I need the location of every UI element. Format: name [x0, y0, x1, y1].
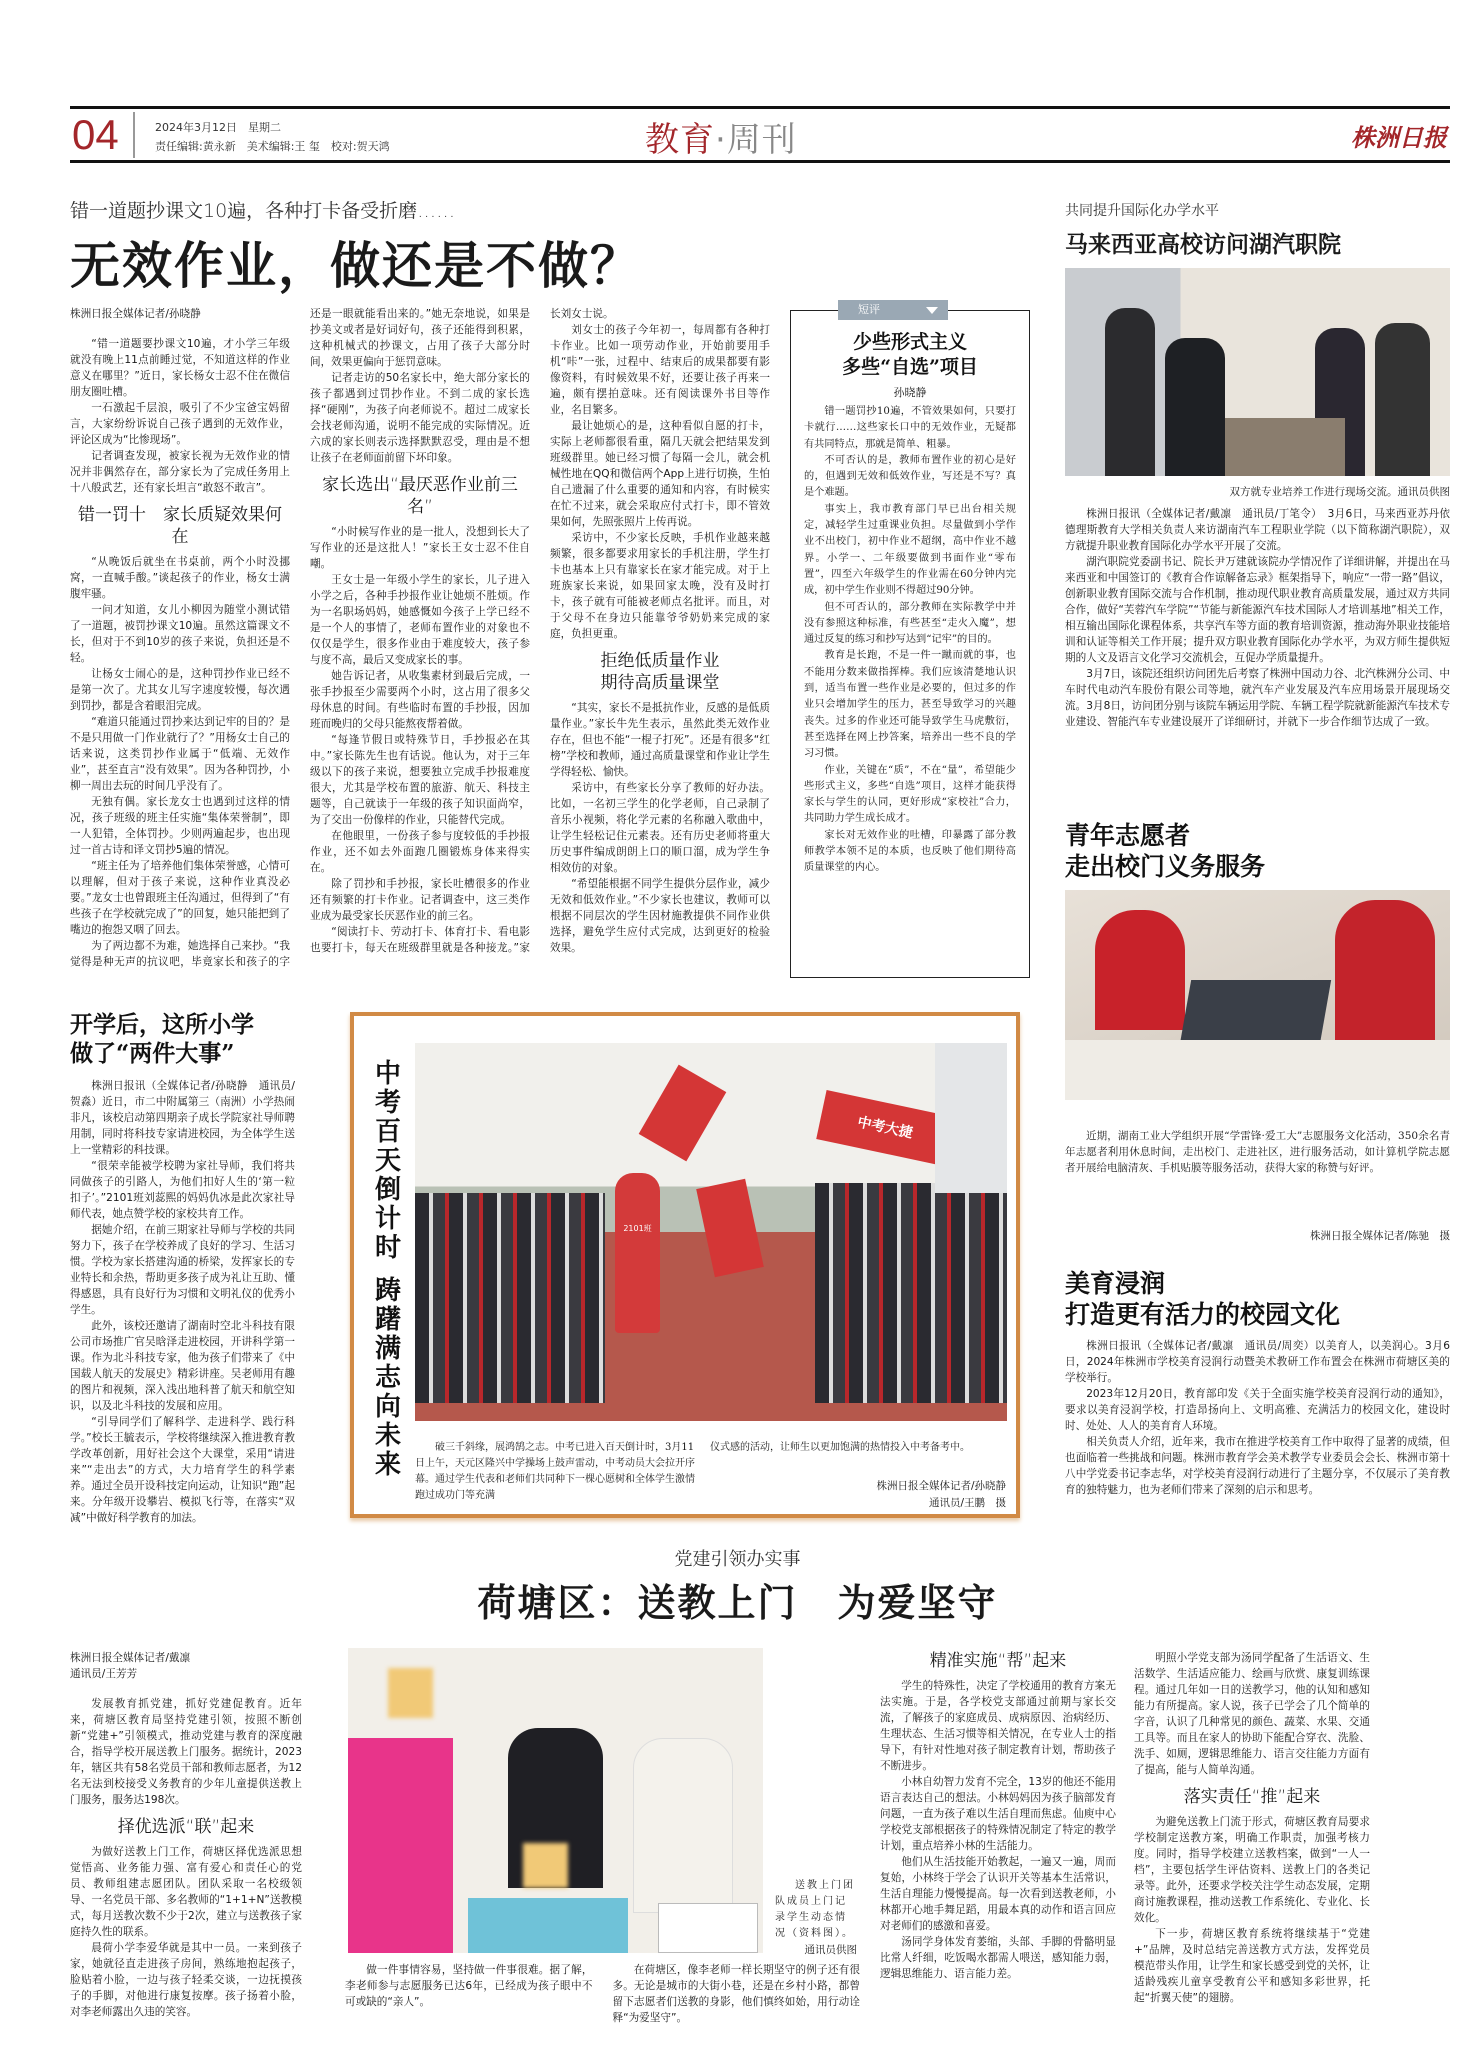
home-teaching-photo	[348, 1648, 763, 1953]
paragraph: 一石激起千层浪，吸引了不少宝爸宝妈留言，大家纷纷诉说自己孩子遇到的无效作业，评论区成为“比惨现场”。	[70, 402, 290, 446]
headline-line: 美育浸润	[1065, 1269, 1166, 1298]
paragraph: “班主任为了培养他们集体荣誉感，心情可以理解，但对于孩子来说，这种作业真没必要。”龙女士也曾跟班主任沟通过，但得到了“有些孩子在学校就完成了”的回复，她只能把到了嘴边的抱怨又咽了回去。	[70, 860, 290, 936]
commentary-author: 孙晓静	[893, 386, 927, 399]
exam-credit-2: 通讯员/王鹏 摄	[928, 1497, 1006, 1509]
paragraph: 王女士是一年级小学生的家长，儿子进入小学之后，各种手抄报作业让她烦不胜烦。作为一名职场妈妈，她感慨如今孩子上学已经不是一个人的事情了，老师布置作业的对象也不仅仅是学生，很多作业由于难度较大，孩子参与度不高，最后又变成家长的事。	[310, 574, 530, 666]
person-figure	[1105, 308, 1155, 476]
school-body	[70, 1078, 295, 1526]
paragraph: 此外，该校还邀请了湖南时空北斗科技有限公司市场推广官吴晗泽走进校园，开讲科学第一课。作为北斗科技专家，他为孩子们带来了《中国载人航天的发展史》精彩讲座。吴老师用有趣的图片和视频，深入浅出地科普了航天和航空知识，以及北斗科技的发展和应用。	[70, 1320, 295, 1412]
paragraph: 在荷塘区，像李老师一样长期坚守的例子还有很多。无论是城市的大街小巷，还是在乡村小路，都曾留下志愿者们送教的身影，他们慎终如始，用行动诠释“为爱坚守”。	[612, 1964, 860, 2024]
issue-meta	[155, 118, 390, 156]
paragraph: 除了罚抄和手抄报，家长吐槽很多的作业还有频繁的打卡作业。记者调查中，这三类作业成为最受家长厌恶作业的前三名。	[310, 878, 530, 922]
malaysia-body	[1065, 506, 1450, 730]
paragraph: “每逢节假日或特殊节日，手抄报必在其中。”家长陈先生也有话说。他认为，对于三年级以下的孩子来说，想要独立完成手抄报难度很大，尤其是学校布置的旅游、航天、科技主题等，自己就读于一年级的孩子知识面尚窄，为了交出一份像样的作业，只能替代完成。	[310, 734, 530, 826]
main-kicker: 错一道题抄课文10遍，各种打卡备受折磨……	[70, 200, 456, 222]
commentary-tag	[838, 300, 948, 320]
paragraph: 作业，关键在“质”，不在“量”，希望能少些形式主义，多些“自选”项目，这样才能获得家长与学生的认同，更好形成“家校社”合力，共同助力学生成长成才。	[804, 764, 1016, 825]
paragraph: 为做好送教上门工作，荷塘区择优选派思想觉悟高、业务能力强、富有爱心和责任心的党员、教师组建志愿团队。团队采取一名校级领导、一名党员干部、多名教师的“1+1+N”送教模式，每月送教次数不少于2次，建立与送教孩子家庭持久性的联系。	[70, 1846, 302, 1938]
headline-line: 打造更有活力的校园文化	[1065, 1300, 1341, 1329]
paragraph: 刘女士的孩子今年初一，每周都有各种打卡作业。比如一项劳动作业，开始前要用手机“咔”一张，过程中、结束后的成果都要有影像资料，有时候效果不好，还要让孩子再来一遍，颇有摆拍意味。还有阅读课外书目等作业，名目繁多。	[550, 324, 770, 416]
parent-figure	[348, 1738, 453, 1953]
hetang-headline: 荷塘区：送教上门 为爱坚守	[477, 1581, 998, 1625]
paragraph: 3月7日，该院还组织访问团先后考察了株洲中国动力谷、北汽株洲分公司、中车时代电动汽车股份有限公司等地，就汽车产业发展及汽车应用场景开展现场交流。3月8日，访问团分别与该院车辆运用学院、车辆工程学院就新能源汽车技术专业建设、智能汽车专业建设展开了详细研讨，并就下一步合作细节达成了一致。	[1065, 668, 1450, 728]
paragraph: 相关负责人介绍，近年来，我市在推进学校美育工作中取得了显著的成绩，但也面临着一些挑战和问题。株洲市教育学会美术教学专业委员会会长、株洲市第十八中学党委书记李志华，对学校美育浸润行动进行了主题分享，不仅展示了美育教育的独特魅力，也为老师们带来了深刻的启示和思考。	[1065, 1436, 1450, 1496]
paragraph: “错一道题要抄课文10遍，才小学三年级就没有晚上11点前睡过觉，不知道这样的作业意义在哪里？”近日，家长杨女士忍不住在微信朋友圈吐槽。	[70, 338, 290, 398]
header-top-rule	[70, 106, 1450, 109]
exam-vertical-title	[372, 1060, 404, 1480]
paragraph: 学生的特殊性，决定了学校通用的教育方案无法实施。于是，各学校党支部通过前期与家长交流，了解孩子的家庭成员、成病原因、治病经历、生理状态、生活习惯等相关情况，在专业人士的指导下，有针对性地对孩子制定教育计划，帮助孩子不断进步。	[880, 1680, 1116, 1772]
table	[1065, 1040, 1450, 1100]
paragraph: 一问才知道，女儿小柳因为随堂小测试错了一道题，被罚抄课文10遍。虽然这篇课文不长，但对于不到10岁的孩子来说，负担还是不轻。	[70, 604, 290, 664]
vest-label: 2101班	[623, 1224, 652, 1233]
section-name: 教育	[645, 120, 715, 160]
commentary-title	[800, 330, 1020, 380]
malaysia-headline: 马来西亚高校访问湖汽职院	[1065, 232, 1341, 258]
paragraph: 为了两边都不为难，她选择自己来抄。“我觉得是种无声的抗议吧，毕竟家长和孩子的字还是一眼就能看出来的。”她无奈地说，如果是抄美文或者是好词好句，孩子还能得到积累，这种机械式的抄课文，占用了孩子大部分时间，效果更偏向于惩罚意味。	[70, 308, 530, 968]
red-flag-banner: 中考大捷	[816, 1090, 954, 1166]
subheading-line: 拒绝低质量作业	[600, 651, 720, 671]
title-line: 踌躇满志向未来	[374, 1276, 401, 1480]
issue-date: 2024年3月12日 星期二	[155, 121, 281, 134]
paragraph: 记者调查发现，被家长视为无效作业的情况并非偶然存在，部分家长为了完成任务用上十八般武艺，还有家长坦言“敢怒不敢言”。	[70, 450, 290, 494]
subheading: 家长选出“最厌恶作业前三名”	[322, 475, 518, 517]
section-subname: 周刊	[726, 120, 797, 160]
volunteer-credit: 株洲日报全媒体记者/陈驰 摄	[1309, 1230, 1450, 1242]
person-figure	[1165, 338, 1225, 476]
paragraph: 但不可否认的，部分教师在实际教学中并没有参照这种标准，有些甚至“走火入魔”，想通过反复的练习和抄写达到“记牢”的目的。	[804, 601, 1016, 646]
hetang-byline: 通讯员/王芳芳	[70, 1668, 138, 1680]
volunteer-headline	[1065, 820, 1265, 882]
main-byline: 株洲日报全媒体记者/孙晓静	[70, 308, 201, 320]
paragraph: 发展教育抓党建，抓好党建促教育。近年来，荷塘区教育局坚持党建引领，按照不断创新“党建+”引领模式，推动党建与教育的深度融合，指导学校开展送教上门服务。据统计，2023年，辖区共有58名党员干部和教师志愿者，为12名无法到校接受义务教育的少年儿童提供送教上门服务，服务达198次。	[70, 1698, 302, 1806]
students-crowd-right	[815, 1183, 1007, 1403]
privacy-blur	[388, 1668, 433, 1718]
title-spacer	[372, 1263, 404, 1277]
subheading-line: 期待高质量课堂	[600, 673, 720, 693]
paragraph: “希望能根据不同学生提供分层作业，减少无效和低效作业。”不少家长也建议，教师可以根据不同层次的学生因材施教提供不同作业供选择，避免学生应付式完成，达到更好的检验效果。	[550, 878, 770, 954]
newspaper-logo: 株洲日报	[1351, 123, 1447, 152]
child-figure	[468, 1898, 628, 1953]
headline-line: 青年志愿者	[1065, 821, 1191, 850]
headline-line: 做了“两件大事”	[70, 1040, 235, 1067]
header-bottom-rule	[70, 160, 1450, 163]
paragraph: 让杨女士闹心的是，这种罚抄作业已经不是第一次了。尤其女儿写字速度较慢，每次遇到罚抄，都是含着眼泪完成。	[70, 668, 290, 712]
paragraph: 株洲日报讯（全媒体记者/戴凛 通讯员/丁笔令） 3月6日，马来西亚苏丹依德理斯教育大学相关负责人来访湖南汽车工程职业学院（以下简称湖汽职院），双方就提升职业教育国际化办学水平开展了交流。	[1065, 508, 1450, 552]
malaysia-visit-photo	[1065, 268, 1450, 476]
paragraph: “难道只能通过罚抄来达到记牢的目的？是不是只用做一门作业就行了？”用杨女士自己的话来说，这类罚抄作业属于“低端、无效作业”，甚至直言“没有效果”。因为各种罚抄，小柳一周出去玩的时间几乎没有了。	[70, 716, 290, 792]
paragraph: 无独有偶。家长龙女士也遇到过这样的情况，孩子班级的班主任实施“集体荣誉制”，即一人犯错，全体罚抄。少则两遍起步，也出现过一首古诗和译文罚抄5遍的情况。	[70, 796, 290, 856]
hetang-col1	[70, 1650, 302, 2020]
exam-caption-2: 仪式感的活动，让师生以更加饱满的热情投入中考备考中。	[710, 1442, 970, 1453]
privacy-blur	[523, 1843, 568, 1888]
paragraph: 为避免送教上门流于形式，荷塘区教育局要求学校制定送教方案，明确工作职责，加强考核力度。同时，指导学校建立送教档案，做到“一人一档”，主要包括学生评估资料、送教上门的各类记录等。此外，还要求学校关注学生动态发展，定期商讨施教课程，推动送教工作系统化、专业化、长效化。	[1134, 1816, 1370, 1924]
commentary-body	[800, 404, 1020, 877]
engine-display	[1225, 418, 1345, 476]
volunteer-caption: 近期，湖南工业大学组织开展“学雷锋·爱工大”志愿服务文化活动，350余名青年志愿者利用休息时间，走出校门、走进社区，进行服务活动，如计算机学院志愿者开展给电脑清灰、手机贴膜等服务活动，获得大家的称赞与好评。	[1065, 1130, 1450, 1174]
section-title	[645, 112, 797, 161]
paragraph: 下一步，荷塘区教育系统将继续基于“党建+”品牌，及时总结完善送教方式方法，发挥党员模范带头作用，让学生和家长感受到党的关怀，让适龄残疾儿童享受教育公平和感知多彩世界，托起“折翼天使”的翅膀。	[1134, 1928, 1370, 2004]
volunteer-figure	[1335, 900, 1435, 1040]
paragraph: “小时候写作业的是一批人，没想到长大了写作业的还是这批人！”家长王女士忍不住自嘲。	[310, 526, 530, 570]
paragraph: 教育是长跑，不是一件一蹴而就的事，也不能用分数来做指挥棒。我们应该清楚地认识到，适当布置一些作业是必要的，但过多的作业只会增加学生的压力，甚至导致学习的兴趣丧失。过多的作业还可能导致学生马虎敷衍，甚至选择在网上抄答案，培养出一些不良的学习习惯。	[804, 650, 1016, 760]
malaysia-photo-caption: 双方就专业培养工作进行现场交流。通讯员供图	[1229, 486, 1450, 498]
supplies-box	[658, 1903, 758, 1953]
school-headline	[70, 1010, 254, 1068]
volunteer-figure	[633, 1738, 733, 1913]
volunteer-figure	[1095, 910, 1185, 1030]
paragraph: 湖汽职院党委副书记、院长尹万建就该院办学情况作了详细讲解，并提出在马来西亚和中国签订的《教育合作谅解备忘录》框架指导下，响应“一带一路”倡议，创新职业教育国际交流与合作机制，推动现代职业教育高质量发展，通过双方共同合作，做好“芙蓉汽车学院”“节能与新能源汽车技术国际人才培训基地”相关工作，相互输出国际化课程体系，共享汽车等方面的教育培训资源，推动海外职业技能培训和认证等相关工作开展；提升双方职业教育国际化办学水平，为双方师生提供短期的人文及语言文化学习交流机会，互促办学质量提升。	[1065, 556, 1450, 664]
hetang-photo-caption: 送教上门团队成员上门记录学生动态情况（资料图）。	[775, 1880, 855, 1939]
malaysia-kicker: 共同提升国际化办学水平	[1065, 203, 1219, 219]
paragraph: 采访中，有些家长分享了教师的好办法。比如，一名初三学生的化学老师，自己录制了音乐小视频，将化学元素的名称融入歌曲中，让学生轻松记住元素表。还有历史老师将重大历史事件编成朗朗上口的顺口溜，成为学生争相效仿的对象。	[550, 782, 770, 874]
page-number: 04	[72, 112, 135, 158]
paragraph: “从晚饭后就坐在书桌前，两个小时没挪窝，一直喊手酸。”谈起孩子的作业，杨女士满腹牢骚。	[70, 556, 290, 600]
paragraph: 晨荷小学李爱华就是其中一员。一来到孩子家，她就径直走进孩子房间，熟练地抱起孩子，脸贴着小脸，一边与孩子轻柔交谈，一边抚摸孩子的手脚，对他进行康复按摩。孩子扬着小脸，对李老师露出久违的笑容。	[70, 1942, 302, 2018]
subheading	[550, 650, 770, 694]
commentary-title-line: 多些“自选”项目	[842, 356, 978, 378]
commentary-content	[800, 330, 1020, 877]
editors-credit: 责任编辑:黄永新 美术编辑:王 玺 校对:贺天鸿	[155, 140, 390, 153]
paragraph: 他们从生活技能开始教起，一遍又一遍，周而复始，小林终于学会了认识开关等基本生活常识，生活自理能力慢慢提高。每一次看到送教老师，小林都开心地手舞足蹈，用最本真的动作和语言回应对老师们的感激和喜爱。	[880, 1856, 1116, 1932]
exam-credit-1: 株洲日报全媒体记者/孙晓静	[876, 1480, 1006, 1492]
students-crowd-left	[415, 1193, 605, 1403]
arts-headline	[1065, 1268, 1340, 1330]
headline-line: 走出校门义务服务	[1065, 852, 1266, 881]
paragraph: “很荣幸能被学校聘为家社导师，我们将共同做孩子的引路人，为他们扣好人生的‘第一粒扣子’。”2101班刘蕊熙的妈妈仇冰是此次家社导师代表，她点赞学校的家校共育工作。	[70, 1160, 295, 1220]
hetang-right-cols	[880, 1650, 1370, 2040]
title-line: 中考百天倒计时	[374, 1059, 401, 1263]
hetang-photo-credit: 通讯员供图	[804, 1944, 857, 1956]
hetang-byline: 株洲日报全媒体记者/戴凛	[70, 1652, 191, 1664]
person-figure	[1375, 323, 1430, 476]
paragraph: 株洲日报讯（全媒体记者/戴凛 通讯员/周奕）以美育人，以美润心。3月6日，2024年株洲市学校美育浸润行动暨美术教研工作布置会在株洲市荷塘区美的学校举行。	[1065, 1340, 1450, 1384]
paragraph: 采访中，不少家长反映，手机作业越来越频繁，很多都要求用家长的手机注册，学生打卡也基本上只有靠家长在家才能完成。对于上班族家长来说，如果回家太晚，没有及时打卡，孩子就有可能被老师点名批评。而且，对于父母不在身边只能靠爷爷奶奶来完成的家庭，负担更重。	[550, 532, 770, 640]
paragraph: “阅读打卡、劳动打卡、体育打卡、看电影也要打卡，每天在班级群里就是各种接龙。”家长刘女士说。	[310, 308, 614, 954]
paragraph: 做一件事情容易，坚持做一件事很难。据了解，李老师参与志愿服务已达6年，已经成为孩子眼中不可或缺的“亲人”。	[345, 1964, 593, 2008]
red-flag	[696, 1179, 764, 1277]
section-separator: ·	[715, 120, 727, 160]
red-flag	[639, 1065, 727, 1162]
main-article-body	[70, 306, 770, 976]
commentary-tag-label: 短评	[858, 303, 880, 316]
paragraph: “其实，家长不是抵抗作业，反感的是低质量作业。”家长牛先生表示，虽然此类无效作业存在，但也不能“一棍子打死”。还是有很多“红榜”学校和教师，通过高质量课堂和作业让学生学得轻松、愉快。	[550, 702, 770, 778]
hetang-kicker: 党建引领办实事	[674, 1549, 801, 1570]
subheading: 落实责任“推”起来	[1183, 1787, 1321, 1807]
subheading: 错一罚十 家长质疑效果何在	[78, 505, 282, 547]
paragraph: 小林自幼智力发育不完全，13岁的他还不能用语言表达自己的想法。小林妈妈因为孩子脑部发育问题，一直为孩子难以生活自理而焦虑。仙庾中心学校党支部根据孩子的特殊情况制定了特定的教学计划，重点培养小林的生活能力。	[880, 1776, 1116, 1852]
paragraph: 不可否认的是，教师布置作业的初心是好的，但遇到无效和低效作业，写还是不写？真是个难题。	[804, 454, 1016, 499]
subheading: 择优选派“联”起来	[117, 1817, 255, 1837]
arts-body	[1065, 1338, 1450, 1498]
paragraph: “引导同学们了解科学、走进科学、践行科学。”校长王毓表示，学校将继续深入推进教育教学改革创新，用好社会这个大课堂，采用“请进来”“走出去”的方式，大力培育学生的科学素养。通过全员开设科技定向运动，让知识“跑”起来。分年级开设攀岩、模拟飞行等，在落实“双减”中做好科学教育的加法。	[70, 1416, 295, 1524]
school-building	[935, 1043, 1007, 1193]
subheading: 精准实施“帮”起来	[929, 1651, 1067, 1671]
paragraph: 事实上，我市教育部门早已出台相关规定，减轻学生过重课业负担。尽量做到小学作业不出校门，初中作业不超纲，高中作业不越界。小学一、二年级要做到书面作业“零布置”，四至六年级学生的作业需在60分钟内完成，初中学生作业则不得超过90分钟。	[804, 503, 1016, 597]
paragraph: 最让她烦心的是，这种看似自愿的打卡，实际上老师都很看重，隔几天就会把结果发到班级群里。她已经习惯了每隔一会儿，就会机械性地在QQ和微信两个App上进行切换，生怕自己遗漏了什么重要的通知和内容，有时候实在忙不过来，就会采取应付式打卡，即不管效果如何，先照张照片上传再说。	[550, 420, 770, 528]
paragraph: 错一题罚抄10遍，不管效果如何，只要打卡就行……这些家长口中的无效作业，无疑都有共同特点，那就是简单、粗暴。	[804, 406, 1016, 450]
runner-red-vest	[615, 1173, 660, 1333]
paragraph: 据她介绍，在前三期家社导师与学校的共同努力下，孩子在学校养成了良好的学习、生活习惯。学校为家长搭建沟通的桥梁，发挥家长的专业特长和余热，帮助更多孩子成为礼让互助、懂得感恩，具有良好行为习惯和文明礼仪的优秀小学生。	[70, 1224, 295, 1316]
paragraph: 株洲日报讯（全媒体记者/孙晓静 通讯员/贺淼）近日，市二中附属第三（南洲）小学热闹非凡，该校启动第四期亲子成长学院家社导师聘用制，同时将科技专家请进校园，为全体学生送上一堂精彩的科技课。	[70, 1080, 295, 1156]
exam-caption-1: 破三千斜缘，展鸿鹄之志。中考已进入百天倒计时，3月11日上午，天元区隆兴中学操场上鼓声雷动，中考动员大会拉开序幕。通过学生代表和老师们共同种下一棵心愿树和全体学生激情跑过成功门等充满	[415, 1442, 695, 1501]
paragraph: 她告诉记者，从收集素材到最后完成，一张手抄报至少需要两个小时，这占用了很多父母休息的时间。有些临时布置的手抄报，因加班而晚归的父母只能熬夜帮着做。	[310, 670, 530, 730]
commentary-title-line: 少些形式主义	[852, 331, 967, 353]
paragraph: 2023年12月20日，教育部印发《关于全面实施学校美育浸润行动的通知》，要求以美育浸润学校，打造昂扬向上、文明高雅、充满活力的校园文化，建设时时、处处、人人的美育育人环境。	[1065, 1388, 1450, 1432]
paragraph: 汤同学身体发育萎缩，头部、手脚的骨骼明显比常人纤细，吃饭喝水都需人喂送，感知能力弱，逻辑思维能力、语言能力差。	[880, 1936, 1116, 1980]
hetang-under-photo	[345, 1962, 860, 2026]
paragraph: 家长对无效作业的吐槽，印暴露了部分教师教学本领不足的本质，也反映了他们期待高质量课堂的内心。	[804, 829, 1016, 874]
paragraph: 在他眼里，一份孩子参与度较低的手抄报作业，还不如去外面跑几圈锻炼身体来得实在。	[310, 830, 530, 874]
volunteer-photo	[1065, 890, 1450, 1100]
main-headline: 无效作业，做还是不做？	[70, 237, 642, 295]
headline-line: 开学后，这所小学	[70, 1011, 254, 1038]
paragraph: 明照小学党支部为汤同学配备了生活语文、生活数学、生活适应能力、绘画与欣赏、康复训练课程。通过几年如一日的送教学习，他的认知和感知能力有所提高。家人说，孩子已学会了几个简单的字音，认识了几种常见的颜色、蔬菜、水果、交通工具等。而且在家人的协助下能配合穿衣、洗脸、洗手、如厕，逻辑思维能力、语言交往能力方面有了提高，能与人简单沟通。	[1134, 1652, 1370, 1776]
paragraph: 记者走访的50名家长中，绝大部分家长的孩子都遇到过罚抄作业。不到二成的家长选择“硬刚”，为孩子向老师说不。超过二成家长会找老师沟通，说明不能完成的实际情况。近六成的家长则表示选择默默忍受，理由是不想让孩子在老师面前留下坏印象。	[310, 372, 530, 464]
exam-rally-photo	[415, 1043, 1007, 1421]
